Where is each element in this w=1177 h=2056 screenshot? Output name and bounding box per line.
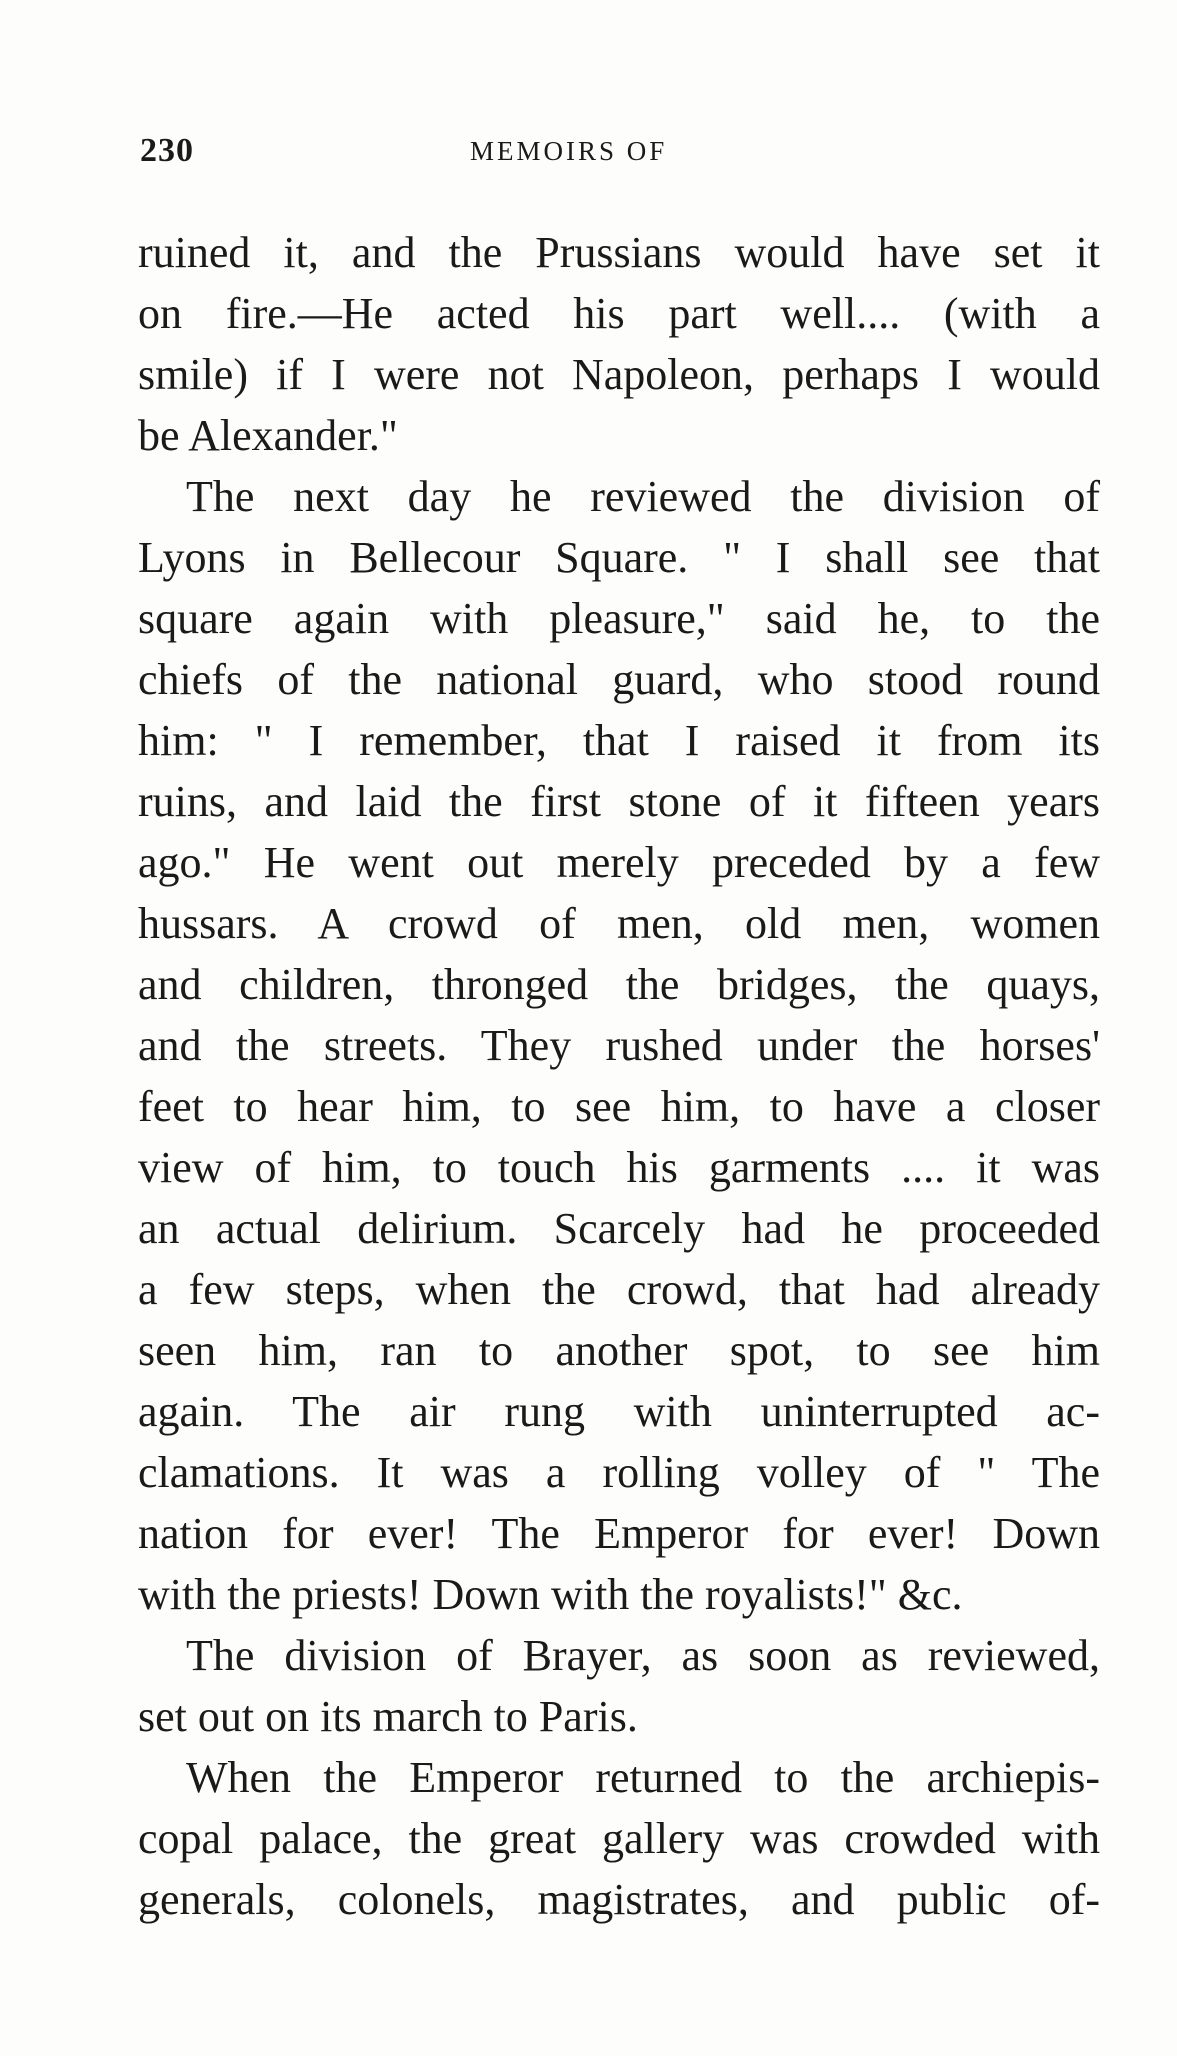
running-title: MEMOIRS OF [470,136,668,166]
text-line: square again with pleasure," said he, to the [138,594,1100,643]
text-line: clamations. It was a rolling volley of " The [138,1448,1100,1497]
page-header [140,132,1100,172]
page-number: 230 [140,132,194,169]
text-line: and the streets. They rushed under the horses' [138,1021,1100,1070]
text-line: feet to hear him, to see him, to have a closer [138,1082,1100,1131]
text-line: ruins, and laid the first stone of it fifteen years [138,777,1100,826]
paragraph-brayer [138,1625,1100,1747]
text-line: generals, colonels, magistrates, and public of- [138,1875,1100,1924]
paragraph-continuation [138,222,1100,466]
text-line: him: " I remember, that I raised it from its [138,716,1100,765]
text-line: a few steps, when the crowd, that had already [138,1265,1100,1314]
body-text [138,222,1100,1930]
text-line: When the Emperor returned to the archiepis- [186,1753,1100,1802]
text-line: The next day he reviewed the division of [186,472,1100,521]
text-line: ago." He went out merely preceded by a few [138,838,1100,887]
text-line: copal palace, the great gallery was crowded with [138,1814,1100,1863]
paragraph-review [138,466,1100,1625]
text-line: view of him, to touch his garments .... it was [138,1143,1100,1192]
text-line: nation for ever! The Emperor for ever! Down [138,1509,1100,1558]
text-line: Lyons in Bellecour Square. " I shall see that [138,533,1100,582]
text-line: seen him, ran to another spot, to see him [138,1326,1100,1375]
text-line: set out on its march to Paris. [138,1692,638,1741]
text-line: hussars. A crowd of men, old men, women [138,899,1100,948]
text-line: with the priests! Down with the royalists!" &c. [138,1570,963,1619]
text-line: smile) if I were not Napoleon, perhaps I would [138,350,1100,399]
text-line: ruined it, and the Prussians would have set it [138,228,1100,277]
text-line: on fire.—He acted his part well.... (with a [138,289,1100,338]
text-line: chiefs of the national guard, who stood round [138,655,1100,704]
text-line: an actual delirium. Scarcely had he proceeded [138,1204,1100,1253]
text-line: be Alexander." [138,411,398,460]
paragraph-palace [138,1747,1100,1930]
text-line: again. The air rung with uninterrupted ac- [138,1387,1100,1436]
text-line: and children, thronged the bridges, the quays, [138,960,1100,1009]
text-line: The division of Brayer, as soon as reviewed, [186,1631,1100,1680]
